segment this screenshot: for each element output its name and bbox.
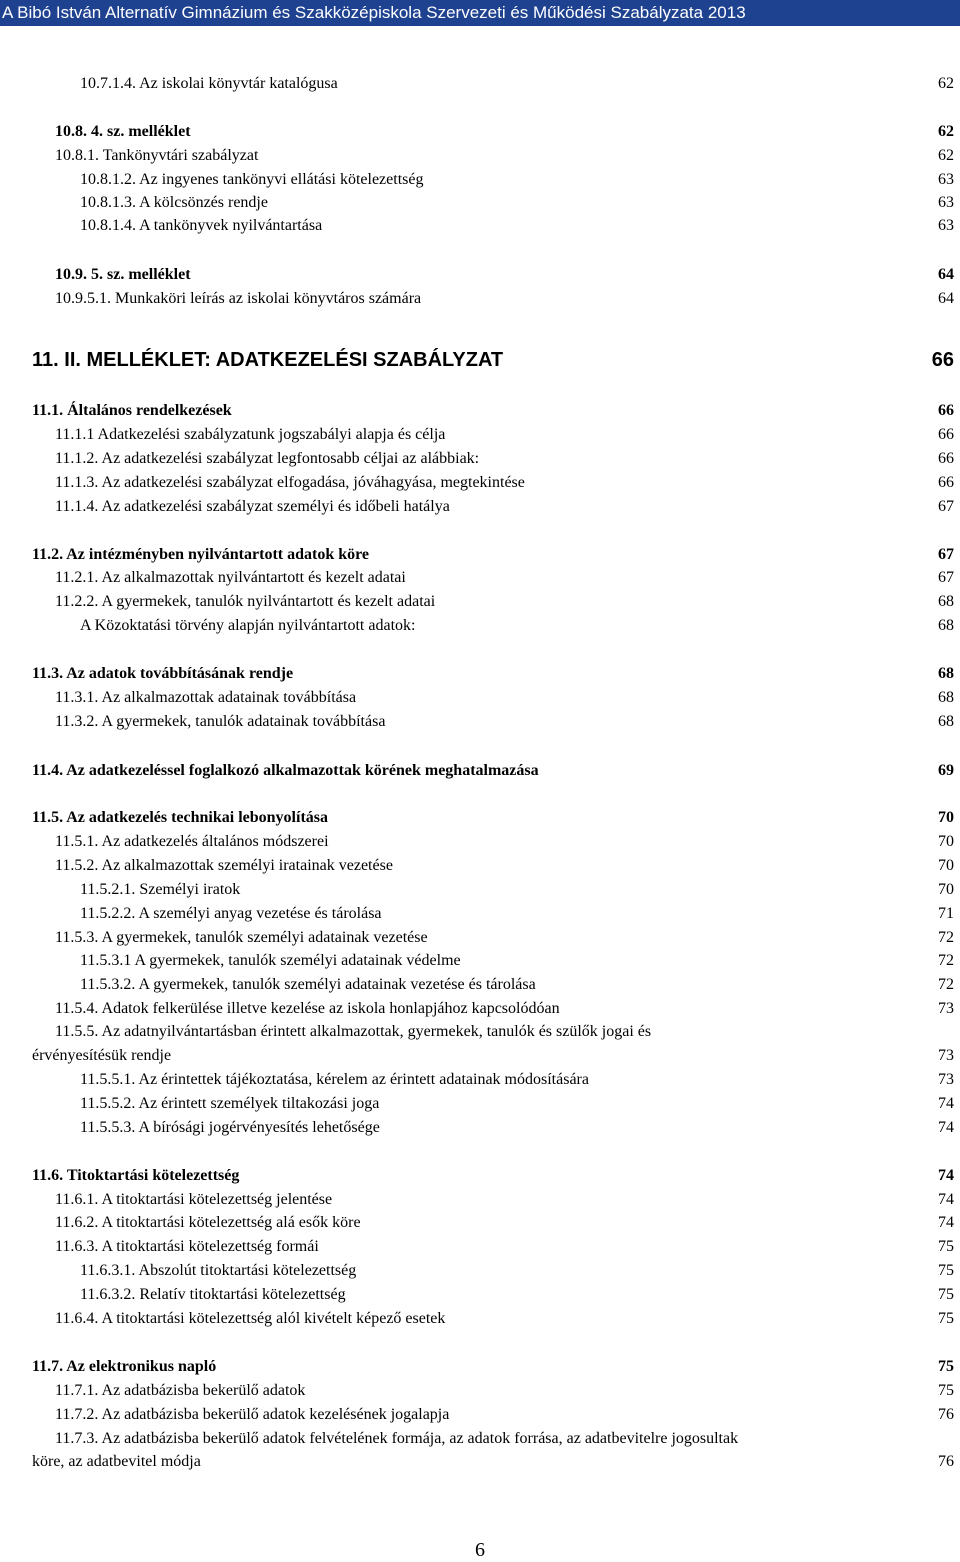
toc-entry-page: 63: [938, 194, 954, 211]
toc-entry-title: 11.2.1. Az alkalmazottak nyilvántartott és kezelt adatai: [55, 569, 406, 586]
toc-entry-page: 72: [938, 929, 954, 946]
toc-entry-page: 75: [938, 1238, 954, 1255]
toc-entry-title: 11.5.1. Az adatkezelés általános módszerei: [55, 833, 329, 850]
toc-entry-page: 75: [938, 1358, 954, 1375]
toc-entry-title: 11.5.2.1. Személyi iratok: [80, 881, 241, 898]
toc-entry-title: köre, az adatbevitel módja: [32, 1453, 201, 1470]
toc-entry-title: 11.5.3.1 A gyermekek, tanulók személyi adatainak védelme: [80, 952, 461, 969]
toc-entry-page: 76: [938, 1453, 954, 1470]
toc-entry-page: 68: [938, 665, 954, 682]
toc-entry-page: 75: [938, 1262, 954, 1279]
toc-entry-page: 66: [931, 349, 954, 371]
toc-entry-page: 64: [938, 290, 954, 307]
toc-entry-title: 11.6.3. A titoktartási kötelezettség formái: [55, 1238, 319, 1255]
toc-entry-page: 70: [938, 833, 954, 850]
toc-entry-title: 11.5.5.1. Az érintettek tájékoztatása, kérelem az érintett adatainak módosítására: [80, 1071, 589, 1088]
toc-entry-title: 11.1.3. Az adatkezelési szabályzat elfogadása, jóváhagyása, megtekintése: [55, 474, 525, 491]
page-number: 6: [475, 1539, 485, 1561]
toc-entry-title: 11.3. Az adatok továbbításának rendje: [32, 665, 294, 682]
toc-entry-title: 11.3.2. A gyermekek, tanulók adatainak továbbítása: [55, 713, 386, 730]
toc-entry-title: 11.3.1. Az alkalmazottak adatainak továbbítása: [55, 689, 357, 706]
toc-entry-title: 11.6.2. A titoktartási kötelezettség alá esők köre: [55, 1214, 361, 1231]
toc-entry-title: A Közoktatási törvény alapján nyilvántartott adatok:: [80, 617, 416, 634]
toc-entry-title: 11.1.1 Adatkezelési szabályzatunk jogszabályi alapja és célja: [55, 426, 446, 443]
toc-entry-title: érvényesítésük rendje: [32, 1047, 172, 1064]
toc-entry-title: 11.5.5.2. Az érintett személyek tiltakozási joga: [80, 1095, 380, 1112]
toc-entry-title: 11.5.5. Az adatnyilvántartásban érintett alkalmazottak, gyermekek, tanulók és szülők jogai és: [55, 1023, 652, 1040]
toc-entry-title: 11.5. Az adatkezelés technikai lebonyolítása: [32, 809, 328, 826]
toc-entry-page: 73: [938, 1071, 954, 1088]
toc-entry-page: 66: [938, 402, 954, 419]
toc-entry-title: 11.6.4. A titoktartási kötelezettség alól kivételt képező esetek: [55, 1310, 446, 1327]
toc-entry-page: 74: [938, 1119, 954, 1136]
toc-entry-page: 76: [938, 1406, 954, 1423]
toc-entry-title: 11.5.2.2. A személyi anyag vezetése és tárolása: [80, 905, 382, 922]
toc-entry-page: 67: [938, 498, 954, 515]
toc-entry-page: 74: [938, 1095, 954, 1112]
toc-entry-title: 10.8.1.3. A kölcsönzés rendje: [80, 194, 268, 211]
toc-entry-page: 75: [938, 1310, 954, 1327]
toc-entry-title: 10.7.1.4. Az iskolai könyvtár katalógusa: [80, 75, 338, 92]
toc-entry-page: 69: [938, 762, 954, 779]
toc-entry-title: 11.5.4. Adatok felkerülése illetve kezelése az iskola honlapjához kapcsolódóan: [55, 1000, 560, 1017]
toc-entry-title: 11.5.5.3. A bírósági jogérvényesítés lehetősége: [80, 1119, 380, 1136]
toc-entry-page: 74: [938, 1191, 954, 1208]
toc-entry-page: 67: [938, 569, 954, 586]
toc-entry-title: 11.2.2. A gyermekek, tanulók nyilvántartott és kezelt adatai: [55, 593, 436, 610]
toc-entry-title: 10.8.1. Tankönyvtári szabályzat: [55, 147, 259, 164]
toc-entry-page: 68: [938, 617, 954, 634]
toc-entry-title: 11.7.3. Az adatbázisba bekerülő adatok felvételének formája, az adatok forrása, az adatbevitelre jogosultak: [55, 1430, 739, 1447]
toc-entry-title: 11.4. Az adatkezeléssel foglalkozó alkalmazottak körének meghatalmazása: [32, 762, 539, 779]
toc-entry-page: 62: [938, 123, 954, 140]
toc-entry-page: 63: [938, 171, 954, 188]
toc-entry-title: 11.1.2. Az adatkezelési szabályzat legfontosabb céljai az alábbiak:: [55, 450, 480, 467]
toc-entry-title: 10.9.5.1. Munkaköri leírás az iskolai könyvtáros számára: [55, 290, 422, 307]
toc-entry-page: 70: [938, 809, 954, 826]
toc-entry-title: 11.7. Az elektronikus napló: [32, 1358, 217, 1375]
toc-entry-page: 71: [938, 905, 954, 922]
toc-entry-page: 75: [938, 1382, 954, 1399]
toc-entry-title: 10.9. 5. sz. melléklet: [55, 266, 191, 283]
toc-entry-title: 11.6. Titoktartási kötelezettség: [32, 1167, 240, 1184]
toc-entry-page: 72: [938, 952, 954, 969]
toc-entry-title: 11.5.2. Az alkalmazottak személyi iratainak vezetése: [55, 857, 393, 874]
toc-entry-title: 10.8.1.2. Az ingyenes tankönyvi ellátási kötelezettség: [80, 171, 424, 188]
document-header: A Bibó István Alternatív Gimnázium és Szakközépiskola Szervezeti és Működési Szabályzata 2013: [0, 0, 960, 26]
toc-entry-page: 68: [938, 713, 954, 730]
toc-entry-page: 75: [938, 1286, 954, 1303]
toc-entry-title: 11.7.2. Az adatbázisba bekerülő adatok kezelésének jogalapja: [55, 1406, 450, 1423]
toc-entry-page: 68: [938, 689, 954, 706]
toc-entry-page: 68: [938, 593, 954, 610]
toc-entry-page: 66: [938, 450, 954, 467]
toc-entry-page: 72: [938, 976, 954, 993]
toc-entry-title: 11.1. Általános rendelkezések: [32, 402, 232, 419]
toc-entry-page: 62: [938, 147, 954, 164]
toc-entry-page: 63: [938, 217, 954, 234]
toc-entry-title: 11. II. MELLÉKLET: ADATKEZELÉSI SZABÁLYZAT: [32, 349, 504, 371]
toc-entry-title: 11.5.3.2. A gyermekek, tanulók személyi adatainak vezetése és tárolása: [80, 976, 536, 993]
toc-entry-page: 73: [938, 1000, 954, 1017]
toc-entry-title: 11.6.3.2. Relatív titoktartási kötelezettség: [80, 1286, 346, 1303]
toc-entry-title: 11.5.3. A gyermekek, tanulók személyi adatainak vezetése: [55, 929, 428, 946]
toc-entry-title: 10.8. 4. sz. melléklet: [55, 123, 191, 140]
toc-entry-page: 70: [938, 857, 954, 874]
toc-entry-page: 62: [938, 75, 954, 92]
toc-entry-title: 11.7.1. Az adatbázisba bekerülő adatok: [55, 1382, 306, 1399]
toc-entry-title: 11.2. Az intézményben nyilvántartott adatok köre: [32, 546, 370, 563]
toc-entry-page: 66: [938, 426, 954, 443]
toc-entry-title: 11.6.3.1. Abszolút titoktartási kötelezettség: [80, 1262, 357, 1279]
toc-entry-title: 11.1.4. Az adatkezelési szabályzat személyi és időbeli hatálya: [55, 498, 450, 515]
toc-entry-page: 74: [938, 1167, 954, 1184]
toc-entry-page: 74: [938, 1214, 954, 1231]
toc-entry-page: 73: [938, 1047, 954, 1064]
toc-entry-page: 70: [938, 881, 954, 898]
toc-entry-page: 64: [938, 266, 954, 283]
toc-entry-page: 66: [938, 474, 954, 491]
toc-entry-title: 10.8.1.4. A tankönyvek nyilvántartása: [80, 217, 323, 234]
toc-entry-page: 67: [938, 546, 954, 563]
toc-entry-title: 11.6.1. A titoktartási kötelezettség jelentése: [55, 1191, 333, 1208]
